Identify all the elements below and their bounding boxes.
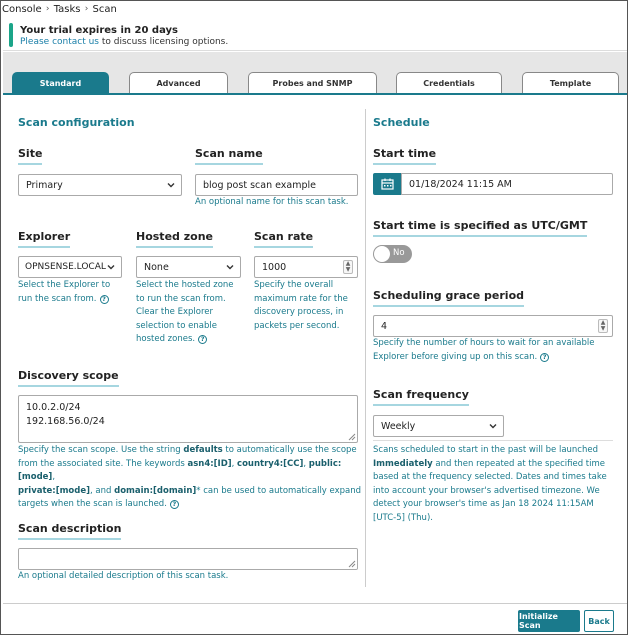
frequency-help-line5: detect your browser's time as Jan 18 2024 11:15AM [373, 499, 594, 509]
frequency-help-line3: based at the frequency selected. Dates and times take [373, 472, 607, 482]
keyword-domain: domain:[domain] [114, 485, 197, 496]
help-circle-icon[interactable]: ? [100, 295, 109, 304]
explorer-label: Explorer [18, 230, 70, 248]
frequency-help-line4: into account your browser's advertised timezone. We [373, 485, 600, 496]
help-text: to automatically use the scope [222, 445, 357, 455]
scan-rate-help-line1: Specify the overall [254, 280, 334, 290]
tab-probes-and-snmp[interactable]: Probes and SNMP [248, 72, 377, 94]
chevron-right-icon: › [45, 4, 50, 14]
start-time-value: 01/18/2024 11:15 AM [409, 178, 512, 190]
utc-label: Start time is specified as UTC/GMT [373, 219, 587, 237]
stepper-icon[interactable]: ▲ ▼ [598, 319, 608, 333]
help-text: , and [90, 485, 115, 496]
help-circle-icon[interactable]: ? [540, 353, 549, 362]
help-circle-icon[interactable]: ? [198, 335, 207, 344]
hosted-zone-help-line5 [136, 333, 234, 347]
site-value: Primary [26, 179, 63, 191]
discovery-scope-help-line2 [18, 458, 363, 485]
schedule-heading: Schedule [373, 116, 430, 129]
chevron-down-icon [106, 262, 116, 272]
chevron-down-icon [488, 421, 498, 431]
discovery-scope-help-line3 [18, 485, 363, 499]
scan-frequency-label: Scan frequency [373, 388, 469, 406]
scan-frequency-value: Weekly [381, 420, 416, 432]
banner-accent-bar [9, 23, 13, 47]
scan-configuration-heading: Scan configuration [18, 116, 135, 129]
scan-rate-value: 1000 [262, 261, 287, 273]
toggle-knob [374, 246, 390, 262]
keyword-public: public:[mode] [18, 458, 342, 482]
breadcrumb-tasks[interactable]: Tasks [53, 3, 81, 15]
banner-message-rest: to discuss licensing options. [99, 37, 229, 47]
help-text: , [52, 472, 56, 482]
help-text: and then repeated at the specified time [432, 458, 606, 469]
explorer-help [18, 279, 110, 306]
keyword-defaults: defaults [183, 445, 223, 455]
frequency-divider [373, 440, 613, 441]
frequency-help-line2 [373, 458, 623, 472]
scan-rate-help-line2: maximum rate for the [254, 293, 348, 304]
chevron-down-icon [166, 180, 176, 190]
help-text: * can be used to automatically expand [196, 485, 362, 496]
grace-period-value: 4 [381, 320, 388, 332]
help-text: Specify the scan scope. Use the string [18, 445, 184, 455]
start-time-label: Start time [373, 147, 436, 165]
grace-period-help-line1: Specify the number of hours to wait for an available [373, 338, 595, 348]
tab-advanced[interactable]: Advanced [129, 72, 228, 94]
help-circle-icon[interactable]: ? [170, 500, 179, 509]
grace-period-help-line2-text: Explorer before giving up on this scan. [373, 351, 538, 362]
explorer-select[interactable] [18, 256, 122, 278]
scan-name-input[interactable] [195, 174, 358, 196]
scan-rate-help-line3: discovery process, in [254, 307, 344, 317]
breadcrumb-console[interactable]: Console [2, 3, 42, 15]
discovery-scope-textarea[interactable] [18, 395, 358, 443]
scan-name-value: blog post scan example [203, 179, 316, 191]
scan-rate-input[interactable] [254, 256, 358, 278]
hosted-zone-select[interactable] [136, 256, 241, 278]
keyword-immediately: Immediately [373, 458, 433, 469]
discovery-scope-help-line1 [18, 444, 363, 458]
help-text: , [303, 458, 309, 469]
scan-name-help: An optional name for this scan task. [195, 197, 349, 207]
banner-message [20, 37, 228, 47]
calendar-glyph [381, 178, 394, 190]
hosted-zone-help-line1: Select the hosted zone [136, 280, 234, 290]
scan-frequency-select[interactable] [373, 415, 504, 437]
tab-template[interactable]: Template [522, 72, 619, 94]
scan-description-textarea[interactable] [18, 548, 358, 570]
tab-standard[interactable]: Standard [12, 72, 109, 94]
hosted-zone-help-line2: to run the scan from. [136, 293, 226, 304]
hosted-zone-help-line4: selection to enable [136, 320, 217, 331]
help-text: targets when the scan is launched. [18, 499, 167, 509]
help-text: , [231, 458, 238, 469]
scan-rate-label: Scan rate [254, 230, 313, 248]
frequency-help-line6: [UTC-5] (Thu). [373, 512, 433, 523]
explorer-help-line2 [18, 293, 110, 307]
utc-toggle-text: No [393, 248, 405, 258]
keyword-private: private:[mode] [18, 485, 91, 496]
scan-name-label: Scan name [195, 147, 263, 165]
discovery-scope-help-line4 [18, 498, 363, 512]
breadcrumb-scan: Scan [92, 3, 117, 15]
site-label: Site [18, 147, 42, 165]
breadcrumb [2, 2, 117, 16]
resize-grip-icon[interactable] [348, 560, 356, 568]
hosted-zone-value: None [144, 261, 169, 273]
keyword-asn4: asn4:[ID] [187, 458, 232, 469]
hosted-zone-help-line5-text: hosted zones. [136, 334, 196, 344]
initialize-scan-button[interactable]: Initialize Scan [518, 610, 580, 632]
grace-period-label: Scheduling grace period [373, 289, 524, 307]
grace-period-input[interactable] [373, 315, 613, 337]
explorer-value: OPNSENSE.LOCAL [25, 262, 106, 272]
stepper-icon[interactable]: ▲ ▼ [343, 260, 353, 274]
calendar-icon[interactable] [373, 173, 401, 195]
trial-banner [3, 19, 627, 51]
grace-period-help [373, 337, 595, 364]
hosted-zone-label: Hosted zone [136, 230, 213, 248]
discovery-scope-help [18, 444, 363, 512]
scan-description-label: Scan description [18, 522, 121, 540]
scan-frequency-help [373, 444, 623, 525]
scan-rate-help-line4: packets per second. [254, 320, 340, 331]
scan-rate-help [254, 279, 348, 333]
resize-grip-icon[interactable] [348, 433, 356, 441]
grace-period-help-line2 [373, 351, 595, 365]
tab-underline [3, 93, 627, 95]
frequency-help-line1: Scans scheduled to start in the past will be launched [373, 445, 598, 455]
contact-us-link[interactable]: Please contact us [20, 37, 100, 47]
back-button[interactable]: Back [584, 610, 614, 632]
chevron-down-icon [225, 262, 235, 272]
column-divider [365, 109, 366, 587]
tab-credentials[interactable]: Credentials [396, 72, 502, 94]
chevron-right-icon: › [84, 4, 89, 14]
hosted-zone-help [136, 279, 234, 347]
help-text: from the associated site. The keywords [18, 458, 188, 469]
start-time-input[interactable] [401, 173, 613, 195]
banner-title: Your trial expires in 20 days [20, 25, 178, 36]
scan-description-help: An optional detailed description of this scan task. [18, 571, 229, 581]
utc-toggle[interactable] [373, 245, 412, 263]
hosted-zone-help-line3: Clear the Explorer [136, 307, 213, 317]
site-select[interactable] [18, 174, 182, 196]
explorer-help-line1: Select the Explorer to [18, 280, 111, 290]
explorer-help-line2-text: run the scan from. [18, 293, 97, 304]
discovery-scope-label: Discovery scope [18, 369, 119, 387]
keyword-country4: country4:[CC] [237, 458, 304, 469]
